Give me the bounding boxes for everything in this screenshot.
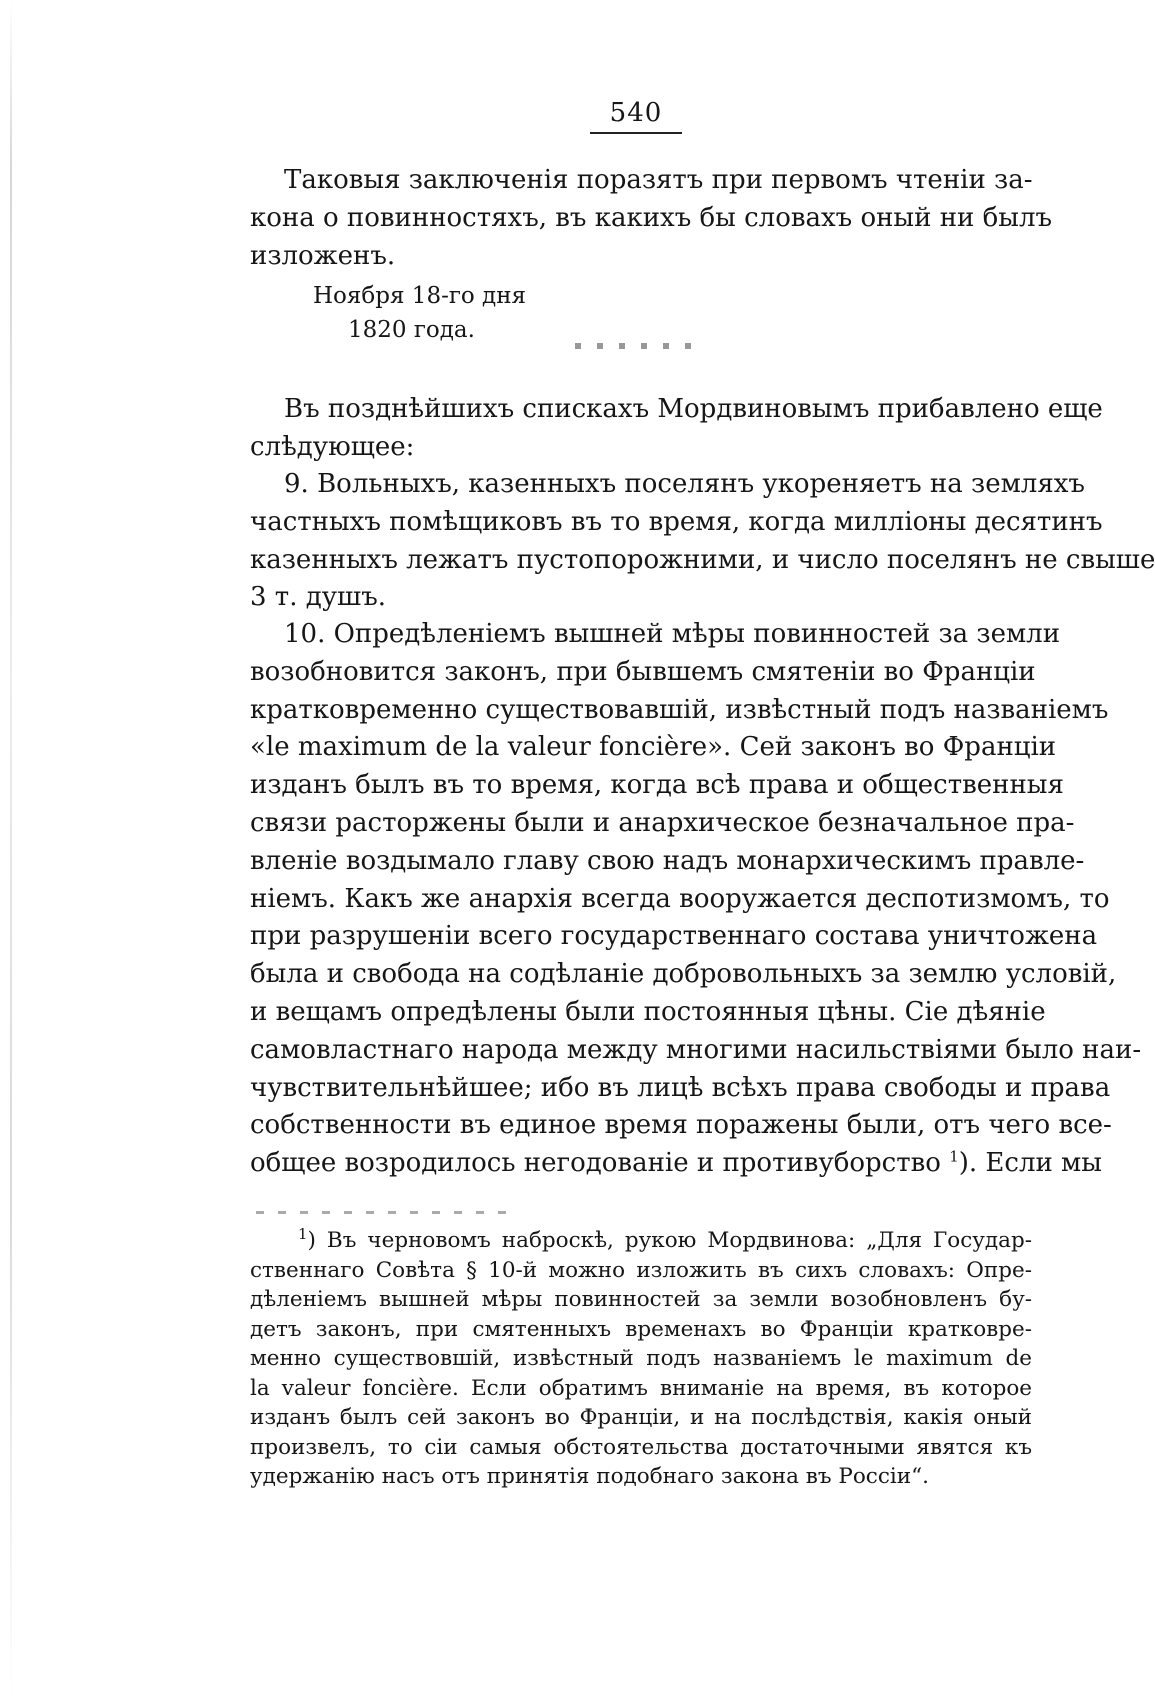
- paragraph-4: [250, 616, 1142, 1183]
- footnote-line: дѣленіемъ вышней мѣры повинностей за земли возобновленъ бу-: [250, 1287, 1032, 1312]
- footnote-line: la valeur foncière. Если обратимъ вниманіе на время, въ которое: [250, 1375, 1032, 1401]
- text-line: при разрушеніи всего государственнаго состава уничтожена: [250, 921, 1098, 952]
- text-line: 10. Опредѣленіемъ вышней мѣры повинностей за земли: [284, 619, 1061, 649]
- footnote-reference[interactable]: 1: [949, 1147, 959, 1166]
- text-line-with-note-ref: [250, 1145, 1102, 1183]
- text-line: самовластнаго народа между многими насильствіями было наи-: [250, 1034, 1142, 1065]
- paragraph-1: [250, 162, 1053, 275]
- text-line: была и свобода на содѣланіе добровольныхъ за землю условій,: [250, 959, 1117, 990]
- text-line: возобновится законъ, при бывшемъ смятеніи во Франціи: [250, 656, 1036, 687]
- footnote-separator: [256, 1211, 518, 1214]
- text-fragment: общее возродилось негодованіе и противуборство: [250, 1148, 941, 1179]
- paragraph-3: [250, 466, 1155, 617]
- footnote-line: [250, 1226, 1032, 1256]
- paragraph-2: [250, 391, 1103, 467]
- footnote-line: произвелъ, то сіи самыя обстоятельства достаточными явятся къ: [250, 1434, 1032, 1460]
- page-number-rule: [590, 132, 682, 134]
- footnote-line: изданъ былъ сей законъ во Франціи, и на послѣдствія, какія оный: [250, 1405, 1032, 1430]
- text-line: чувствительнѣйшее; ибо въ лицѣ всѣхъ права свободы и права: [250, 1072, 1111, 1103]
- footnote-line: менно существовшій, извѣстный подъ названіемъ le maximum de: [250, 1346, 1032, 1371]
- footnote-line: детъ законъ, при смятенныхъ временахъ во Франціи кратковре-: [250, 1316, 1032, 1342]
- text-line: 9. Вольныхъ, казенныхъ поселянъ укореняетъ на земляхъ: [284, 469, 1085, 499]
- date-line-1: Ноября 18-го дня: [313, 283, 527, 309]
- text-line: 3 т. душъ.: [250, 582, 387, 613]
- text-line: ніемъ. Какъ же анархія всегда вооружается деспотизмомъ, то: [250, 883, 1110, 914]
- footnote-line: ственнаго Совѣта § 10-й можно изложить въ сихъ словахъ: Опре-: [250, 1257, 1032, 1283]
- text-line: вленіе воздымало главу свою надъ монархическимъ правле-: [250, 845, 1085, 876]
- text-line: «le maximum de la valeur foncière». Сей законъ во Франціи: [250, 732, 1057, 763]
- footnote-marker: 1: [298, 1224, 308, 1243]
- footnote: [250, 1226, 1032, 1492]
- scan-edge-shadow: [10, 0, 12, 1707]
- text-line: слѣдующее:: [250, 431, 415, 462]
- text-line: Въ позднѣйшихъ спискахъ Мордвиновымъ прибавлено еще: [284, 394, 1103, 424]
- text-line: кратковременно существовавшій, извѣстный подъ названіемъ: [250, 694, 1109, 725]
- text-line: изложенъ.: [250, 240, 396, 271]
- text-line: кона о повинностяхъ, въ какихъ бы словахъ оный ни былъ: [250, 202, 1053, 233]
- date-line-2: 1820 года.: [348, 317, 475, 343]
- text-fragment: ). Если мы: [958, 1148, 1102, 1179]
- text-line: и вещамъ опредѣлены были постоянныя цѣны. Сіе дѣяніе: [250, 996, 1046, 1027]
- text-line: казенныхъ лежатъ пустопорожними, и число поселянъ не свыше: [250, 544, 1155, 575]
- section-separator: [575, 343, 705, 349]
- text-fragment: ) Въ черновомъ наброскѣ, рукою Мордвинова: „Для Государ-: [307, 1228, 1032, 1253]
- text-line: Таковыя заключенія поразятъ при первомъ чтеніи за-: [284, 165, 1033, 195]
- text-line: собственности въ единое время поражены были, отъ чего все-: [250, 1110, 1112, 1141]
- text-line: изданъ былъ въ то время, когда всѣ права и общественныя: [250, 770, 1064, 801]
- footnote-line: удержанію насъ отъ принятія подобнаго закона въ Россіи“.: [250, 1464, 929, 1489]
- text-line: частныхъ помѣщиковъ въ то время, когда милліоны десятинъ: [250, 506, 1103, 537]
- text-line: связи расторжены были и анархическое безначальное пра-: [250, 807, 1075, 838]
- page-number: 540: [609, 98, 663, 128]
